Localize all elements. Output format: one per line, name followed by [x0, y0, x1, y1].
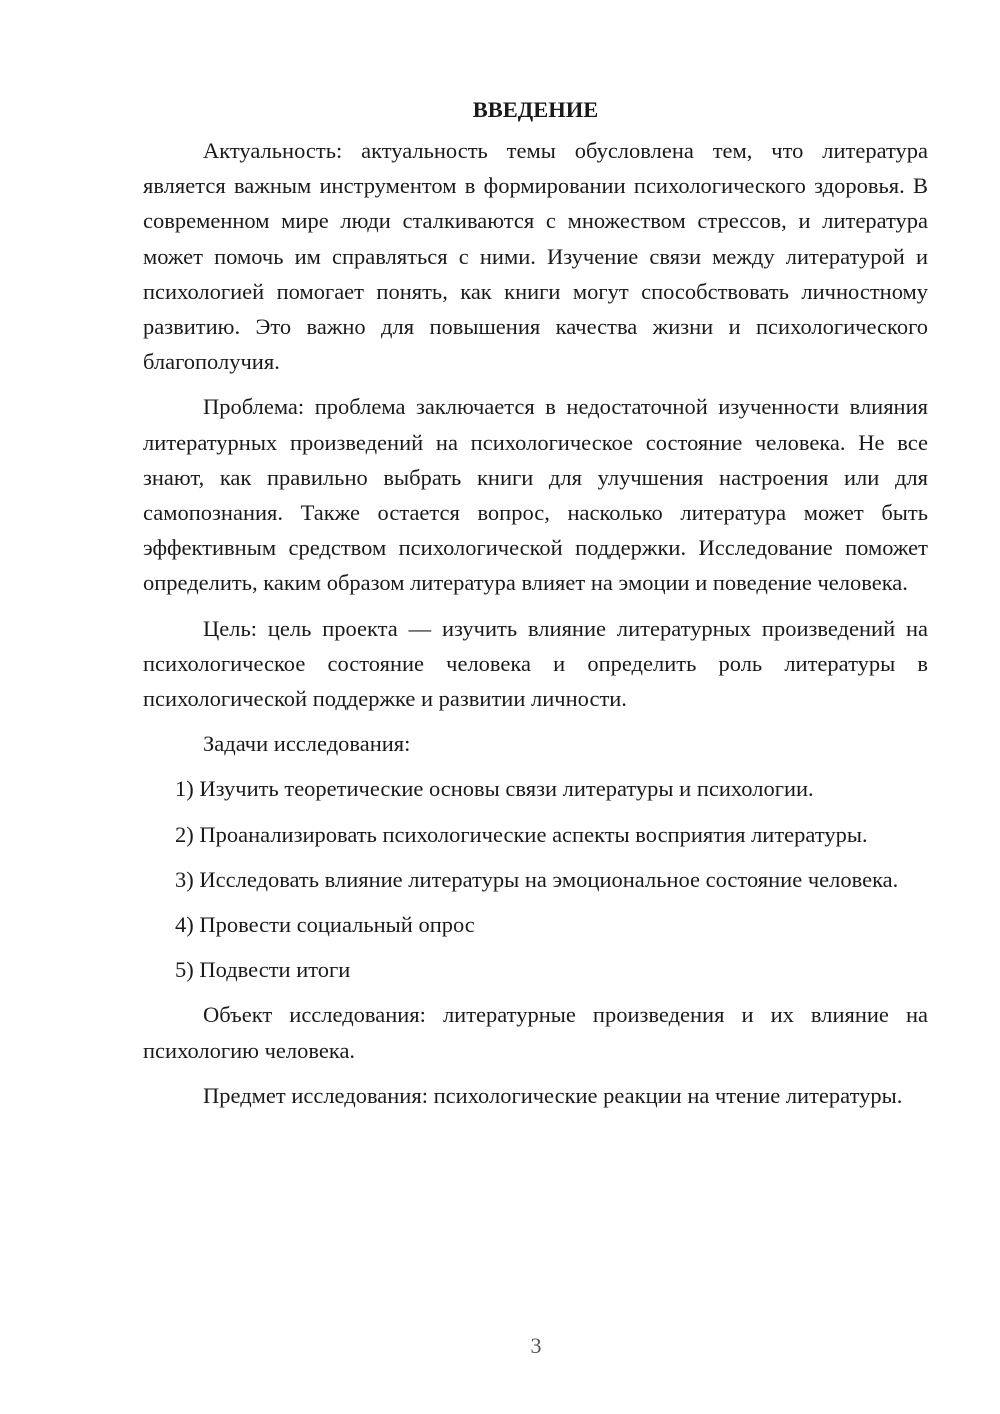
task-item-5: 5) Подвести итоги — [175, 957, 351, 983]
page-title: ВВЕДЕНИЕ — [472, 97, 599, 122]
subject-paragraph: Предмет исследования: психологические реакции на чтение литературы. — [203, 1082, 903, 1108]
page-number: 3 — [530, 1333, 542, 1358]
task-item-2: 2) Проанализировать психологические аспекты восприятия литературы. — [175, 821, 868, 847]
task-item-1: 1) Изучить теоретические основы связи литературы и психологии. — [175, 776, 814, 802]
document-page — [143, 92, 928, 1113]
tasks-title: Задачи исследования: — [203, 731, 411, 757]
problem-paragraph: Проблема: проблема заключается в недостаточной изученности влияния литературных произведений на психологическое состояние человека. Не все знают, как правильно выбрать книги для улучшения настроения или для самопознания. Также остается вопрос, насколько литература может быть эффективным средством психологической поддержки. Исследование поможет определить, каким образом литература влияет на эмоции и поведение человека. — [143, 394, 928, 596]
object-paragraph: Объект исследования: литературные произведения и их влияние на психологию человека. — [143, 1002, 928, 1063]
relevance-paragraph: Актуальность: актуальность темы обусловлена тем, что литература является важным инструментом в формировании психологического здоровья. В современном мире люди сталкиваются с множеством стрессов, и литература может помочь им справляться с ними. Изучение связи между литературой и психологией помогает понять, как книги могут способствовать личностному развитию. Это важно для повышения качества жизни и психологического благополучия. — [143, 138, 928, 375]
task-item-4: 4) Провести социальный опрос — [175, 912, 475, 938]
goal-paragraph: Цель: цель проекта — изучить влияние литературных произведений на психологическое состояние человека и определить роль литературы в психологической поддержке и развитии личности. — [143, 615, 928, 712]
task-item-3: 3) Исследовать влияние литературы на эмоциональное состояние человека. — [175, 866, 899, 892]
